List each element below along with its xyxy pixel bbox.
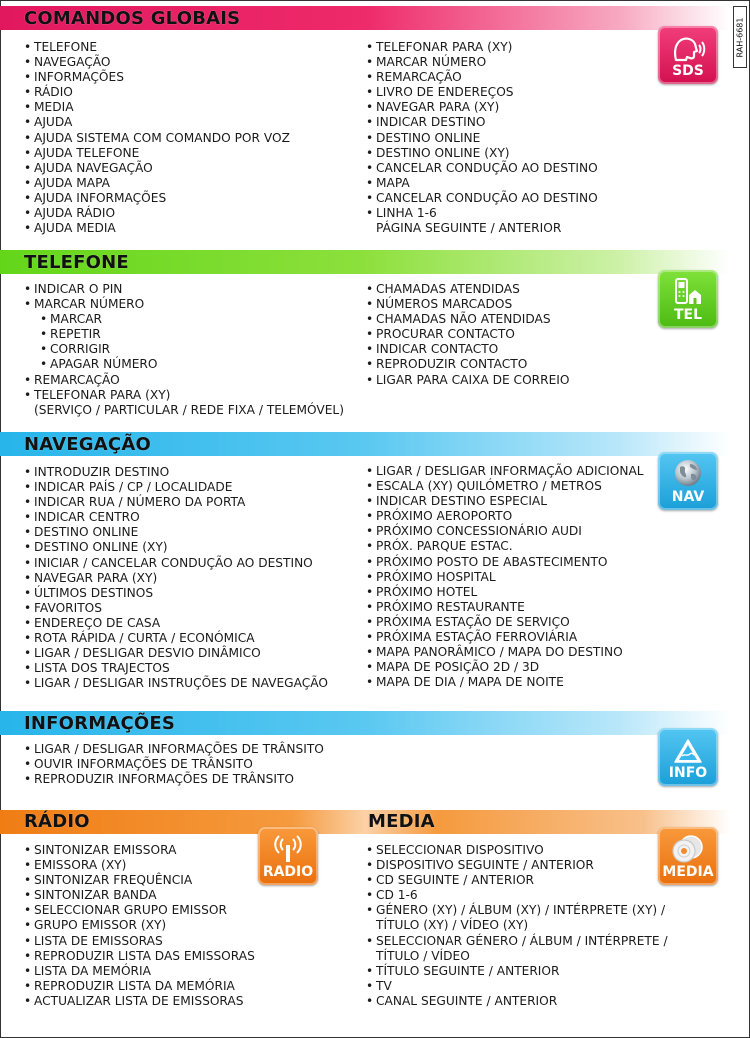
list-item: • SINTONIZAR EMISSORA [24,843,255,858]
list-item: • LISTA DOS TRAJECTOS [24,661,328,676]
list-item: • MAPA DE DIA / MAPA DE NOITE [366,675,644,690]
list-item: • AJUDA [24,115,290,130]
list-item: • PRÓXIMO CONCESSIONÁRIO AUDI [366,524,644,539]
media-list [366,843,668,1009]
navegacao-list-left [24,465,328,691]
section-header-radio-media [0,810,730,834]
nav-icon-tile [658,452,718,510]
list-item: TÍTULO (XY) / VÍDEO (XY) [376,918,529,933]
media-icon-tile [658,827,718,885]
telefone-list-right [366,282,570,388]
section-title: INFORMAÇÕES [24,712,176,734]
list-item: • TELEFONE [24,40,290,55]
icon-label: RADIO [262,864,314,880]
list-item: • GRUPO EMISSOR (XY) [24,918,255,933]
list-item: • CD 1-6 [366,888,668,903]
voice-head-icon [670,36,706,62]
list-item: • CHAMADAS ATENDIDAS [366,282,570,297]
radio-list [24,843,255,1009]
list-item: • INICIAR / CANCELAR CONDUÇÃO AO DESTINO [24,556,328,571]
list-item: • PRÓXIMO RESTAURANTE [366,600,644,615]
list-item: • ACTUALIZAR LISTA DE EMISSORAS [24,994,255,1009]
list-item: • MAPA DE POSIÇÃO 2D / 3D [366,660,644,675]
list-item: • DESTINO ONLINE (XY) [366,146,598,161]
list-item: • DESTINO ONLINE [24,525,328,540]
list-item: • PRÓXIMO AEROPORTO [366,509,644,524]
icon-label: SDS [672,63,704,79]
list-item: • AJUDA NAVEGAÇÃO [24,161,290,176]
section-header-global [0,6,730,30]
list-item: • SINTONIZAR FREQUÊNCIA [24,873,255,888]
icon-label: NAV [671,489,705,505]
list-item: • CHAMADAS NÃO ATENDIDAS [366,312,570,327]
list-item: • AJUDA INFORMAÇÕES [24,191,290,206]
info-icon-tile [658,728,718,786]
globe-icon [673,458,703,488]
list-item: • LIGAR PARA CAIXA DE CORREIO [366,373,570,388]
list-item: • TÍTULO SEGUINTE / ANTERIOR [366,964,668,979]
list-item: • LIGAR / DESLIGAR INFORMAÇÕES DE TRÂNSITO [24,742,324,757]
list-item: • MARCAR NÚMERO [366,55,598,70]
list-item: • CORRIGIR [24,342,344,357]
list-item: • AJUDA MAPA [24,176,290,191]
list-item: • LIGAR / DESLIGAR INFORMAÇÃO ADICIONAL [366,464,644,479]
list-item: • INDICAR O PIN [24,282,344,297]
list-item: • REPRODUZIR CONTACTO [366,357,570,372]
list-item: • REPETIR [24,327,344,342]
list-item: • REPRODUZIR LISTA DA MEMÓRIA [24,979,255,994]
section-title: NAVEGAÇÃO [24,433,151,455]
list-item: • SELECCIONAR GÉNERO / ÁLBUM / INTÉRPRETE / [366,934,668,949]
list-item: • NAVEGAR PARA (XY) [366,100,598,115]
phone-house-icon [671,278,705,306]
list-item: • INDICAR DESTINO ESPECIAL [366,494,644,509]
list-item: • AJUDA SISTEMA COM COMANDO POR VOZ [24,131,290,146]
list-item: • CANAL SEGUINTE / ANTERIOR [366,994,668,1009]
list-item: • REPRODUZIR LISTA DAS EMISSORAS [24,949,255,964]
list-item: • SELECCIONAR GRUPO EMISSOR [24,903,255,918]
list-item: • ÚLTIMOS DESTINOS [24,586,328,601]
list-item: • INTRODUZIR DESTINO [24,465,328,480]
list-item: • DESTINO ONLINE (XY) [24,540,328,555]
list-item: • DISPOSITIVO SEGUINTE / ANTERIOR [366,858,668,873]
list-item: • FAVORITOS [24,601,328,616]
list-item: • INDICAR CENTRO [24,510,328,525]
list-item: • TELEFONAR PARA (XY) [366,40,598,55]
list-item: • SINTONIZAR BANDA [24,888,255,903]
list-item: • CANCELAR CONDUÇÃO AO DESTINO [366,161,598,176]
list-item: TÍTULO / VÍDEO [376,948,470,963]
list-item: • PRÓXIMA ESTAÇÃO FERROVIÁRIA [366,630,644,645]
list-item: • LINHA 1-6 [366,206,598,221]
list-item: • NAVEGAR PARA (XY) [24,571,328,586]
list-item: • ROTA RÁPIDA / CURTA / ECONÓMICA [24,631,328,646]
list-item: • REMARCAÇÃO [366,70,598,85]
list-item: • INFORMAÇÕES [24,70,290,85]
list-item: • ESCALA (XY) QUILÓMETRO / METROS [366,479,644,494]
section-header-navegacao [0,432,730,456]
list-item: • LIGAR / DESLIGAR DESVIO DINÂMICO [24,646,328,661]
antenna-icon [273,835,303,863]
section-header-telefone [0,250,730,274]
icon-label: INFO [668,765,708,781]
list-item: • INDICAR DESTINO [366,115,598,130]
list-item: • INDICAR RUA / NÚMERO DA PORTA [24,495,328,510]
list-item: • REMARCAÇÃO [24,373,344,388]
icon-label: MEDIA [662,864,714,880]
list-item: • MARCAR [24,312,344,327]
global-commands-list-right [366,40,598,236]
list-item: • CANCELAR CONDUÇÃO AO DESTINO [366,191,598,206]
tel-icon-tile [658,270,718,328]
global-commands-list-left [24,40,290,236]
list-item: • PRÓXIMO HOTEL [366,585,644,600]
list-item: • INDICAR CONTACTO [366,342,570,357]
list-item: • MAPA PANORÂMICO / MAPA DO DESTINO [366,645,644,660]
list-item: • AJUDA TELEFONE [24,146,290,161]
list-item: • PRÓX. PARQUE ESTAC. [366,539,644,554]
section-title-radio: RÁDIO [24,811,90,832]
list-item: • NÚMEROS MARCADOS [366,297,570,312]
radio-icon-tile [258,827,318,885]
traffic-warning-icon [673,738,703,764]
list-item: • TELEFONAR PARA (XY) [24,388,344,403]
list-item: • AJUDA MEDIA [24,221,290,236]
list-item: • SELECCIONAR DISPOSITIVO [366,843,668,858]
list-item: • LIVRO DE ENDEREÇOS [366,85,598,100]
list-item: • PROCURAR CONTACTO [366,327,570,342]
list-item: • RÁDIO [24,85,290,100]
list-item: • CD SEGUINTE / ANTERIOR [366,873,668,888]
list-item: • ENDEREÇO DE CASA [24,616,328,631]
list-item: • EMISSORA (XY) [24,858,255,873]
section-title: TELEFONE [24,251,129,273]
list-item: • PRÓXIMO POSTO DE ABASTECIMENTO [366,555,644,570]
list-item: • MARCAR NÚMERO [24,297,344,312]
list-item: • MEDIA [24,100,290,115]
list-item: • MAPA [366,176,598,191]
list-item: • LIGAR / DESLIGAR INSTRUÇÕES DE NAVEGAÇÃO [24,676,328,691]
list-item: • LISTA DE EMISSORAS [24,934,255,949]
list-item-continuation: (SERVIÇO / PARTICULAR / REDE FIXA / TELEMÓVEL) [34,402,344,417]
list-item: • APAGAR NÚMERO [24,357,344,372]
sds-icon-tile [658,26,718,84]
list-item-continuation: PÁGINA SEGUINTE / ANTERIOR [376,221,562,236]
list-item: • NAVEGAÇÃO [24,55,290,70]
list-item: • REPRODUZIR INFORMAÇÕES DE TRÂNSITO [24,772,324,787]
section-title: COMANDOS GLOBAIS [24,7,241,29]
reference-code: RAH-6681 [733,6,747,68]
telefone-list-left [24,282,344,418]
informacoes-list [24,742,324,787]
list-item: • OUVIR INFORMAÇÕES DE TRÂNSITO [24,757,324,772]
icon-label: TEL [673,307,703,323]
list-item: • GÉNERO (XY) / ÁLBUM (XY) / INTÉRPRETE (XY) / [366,903,668,918]
section-title-media: MEDIA [368,811,435,832]
list-item: • PRÓXIMO HOSPITAL [366,570,644,585]
list-item: • TV [366,979,668,994]
list-item: • LISTA DA MEMÓRIA [24,964,255,979]
section-header-informacoes [0,711,730,735]
list-item: • AJUDA RÁDIO [24,206,290,221]
list-item: • PRÓXIMA ESTAÇÃO DE SERVIÇO [366,615,644,630]
list-item: • DESTINO ONLINE [366,131,598,146]
navegacao-list-right [366,464,644,690]
list-item: • INDICAR PAÍS / CP / LOCALIDADE [24,480,328,495]
cd-discs-icon [671,835,705,863]
